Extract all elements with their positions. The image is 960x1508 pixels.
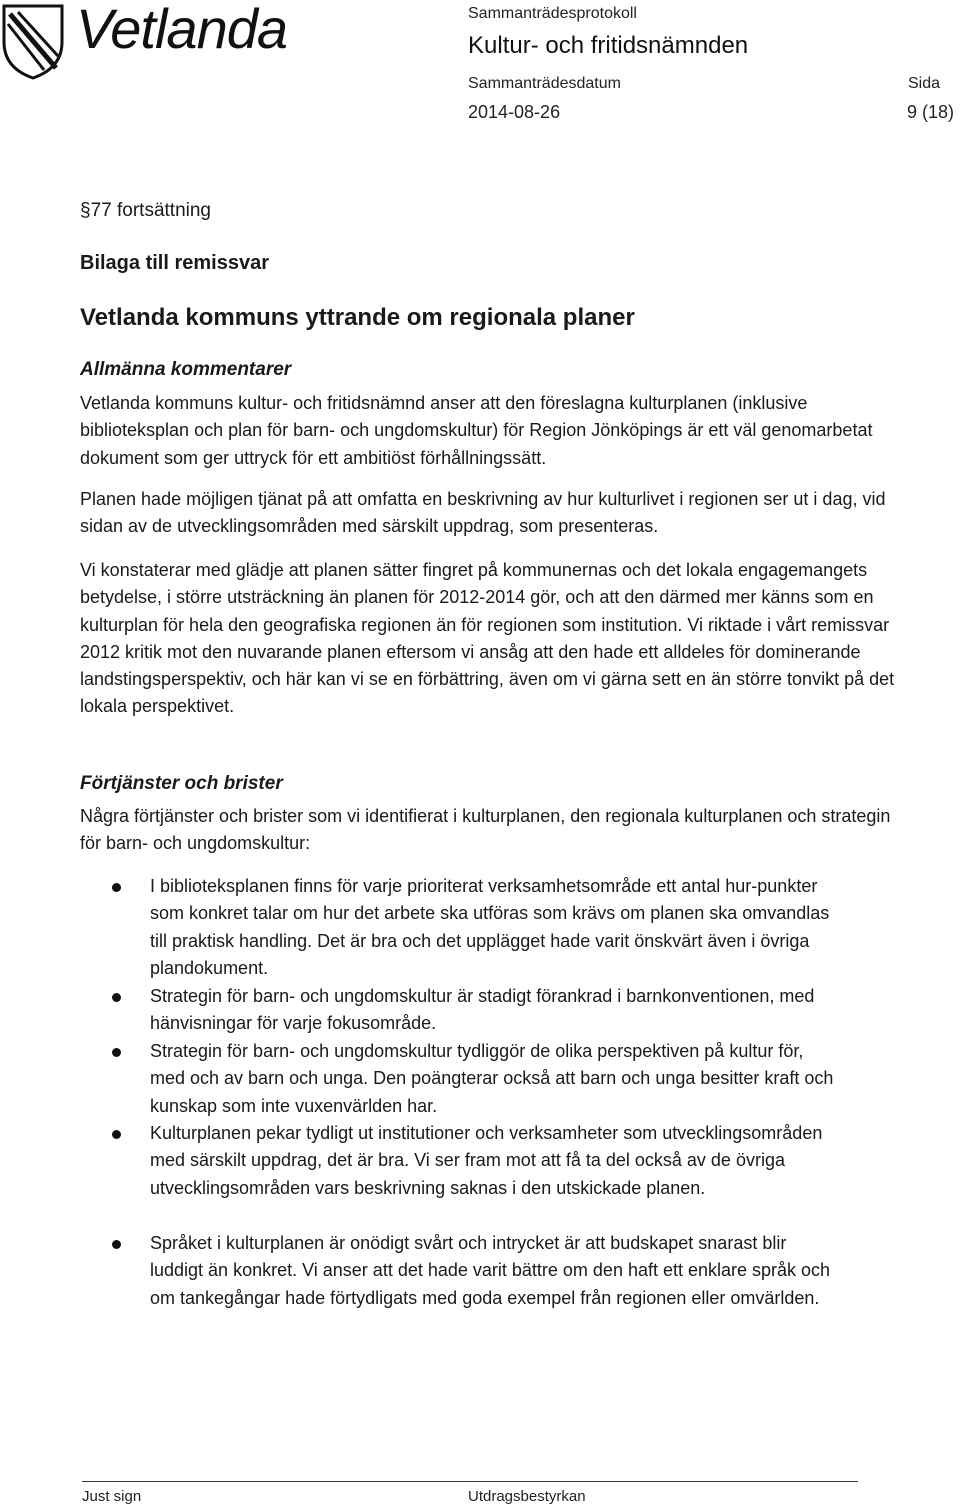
- bullet-icon: [112, 1130, 121, 1139]
- vetlanda-logo: [0, 0, 290, 80]
- section-sign: §: [80, 200, 91, 221]
- protocol-label: Sammanträdesprotokoll: [468, 5, 637, 22]
- extract-label: Utdragsbestyrkan: [468, 1488, 586, 1505]
- merits-intro: Några förtjänster och brister som vi identifierat i kulturplanen, den regionala kulturplanen och strategin för barn- och ungdomskultur:: [80, 806, 891, 854]
- paragraph-3: Vi konstaterar med glädje att planen sätter fingret på kommunernas och det lokala engagemangets betydelse, i större utsträckning än planen för 2012-2014 gör, och att den därmed mer känns som en kulturplan för hela den geografiska regionen än för regionen som institution. Vi riktade i vårt remissvar 2012 kritik mot den nuvarande planen eftersom vi ansåg att den hade ett alldeles för dominerande landstingsperspektiv, och här kan vi se en förbättring, även om vi gärna sett en än större tonvikt på det lokala perspektivet.: [80, 560, 895, 717]
- coat-of-arms-icon: [0, 2, 70, 80]
- bullet-icon: [112, 1048, 121, 1057]
- date-label: Sammanträdesdatum: [468, 75, 621, 92]
- main-title: Vetlanda kommuns yttrande om regionala planer: [80, 304, 635, 331]
- footer-divider: [82, 1481, 858, 1482]
- section-reference: §77 fortsättning: [80, 200, 211, 221]
- page-label: Sida: [908, 75, 941, 92]
- bullet-icon: [112, 1240, 121, 1249]
- logo-wordmark: Vetlanda: [76, 0, 287, 60]
- appendix-title: Bilaga till remissvar: [80, 252, 269, 274]
- general-heading: Allmänna kommentarer: [80, 359, 292, 380]
- bullet-icon: [112, 993, 121, 1002]
- page-value: 9 (18): [907, 102, 955, 122]
- merits-heading: Förtjänster och brister: [80, 773, 283, 794]
- committee-name: Kultur- och fritidsnämnden: [468, 32, 749, 59]
- paragraph-2: Planen hade möjligen tjänat på att omfatta en beskrivning av hur kulturlivet i regionen ser ut i dag, vid sidan av de utvecklingsområden med särskilt uppdrag, som presenteras.: [80, 489, 886, 537]
- date-value: 2014-08-26: [468, 102, 561, 122]
- bullet-icon: [112, 883, 121, 892]
- sign-label: Just sign: [82, 1488, 142, 1505]
- paragraph-1: Vetlanda kommuns kultur- och fritidsnämnd anser att den föreslagna kulturplanen (inklusive biblioteksplan och plan för barn- och ungdomskultur) för Region Jönköpings är ett väl genomarbetat dokument som ger uttryck för ett ambitiöst förhållningssätt.: [80, 393, 873, 468]
